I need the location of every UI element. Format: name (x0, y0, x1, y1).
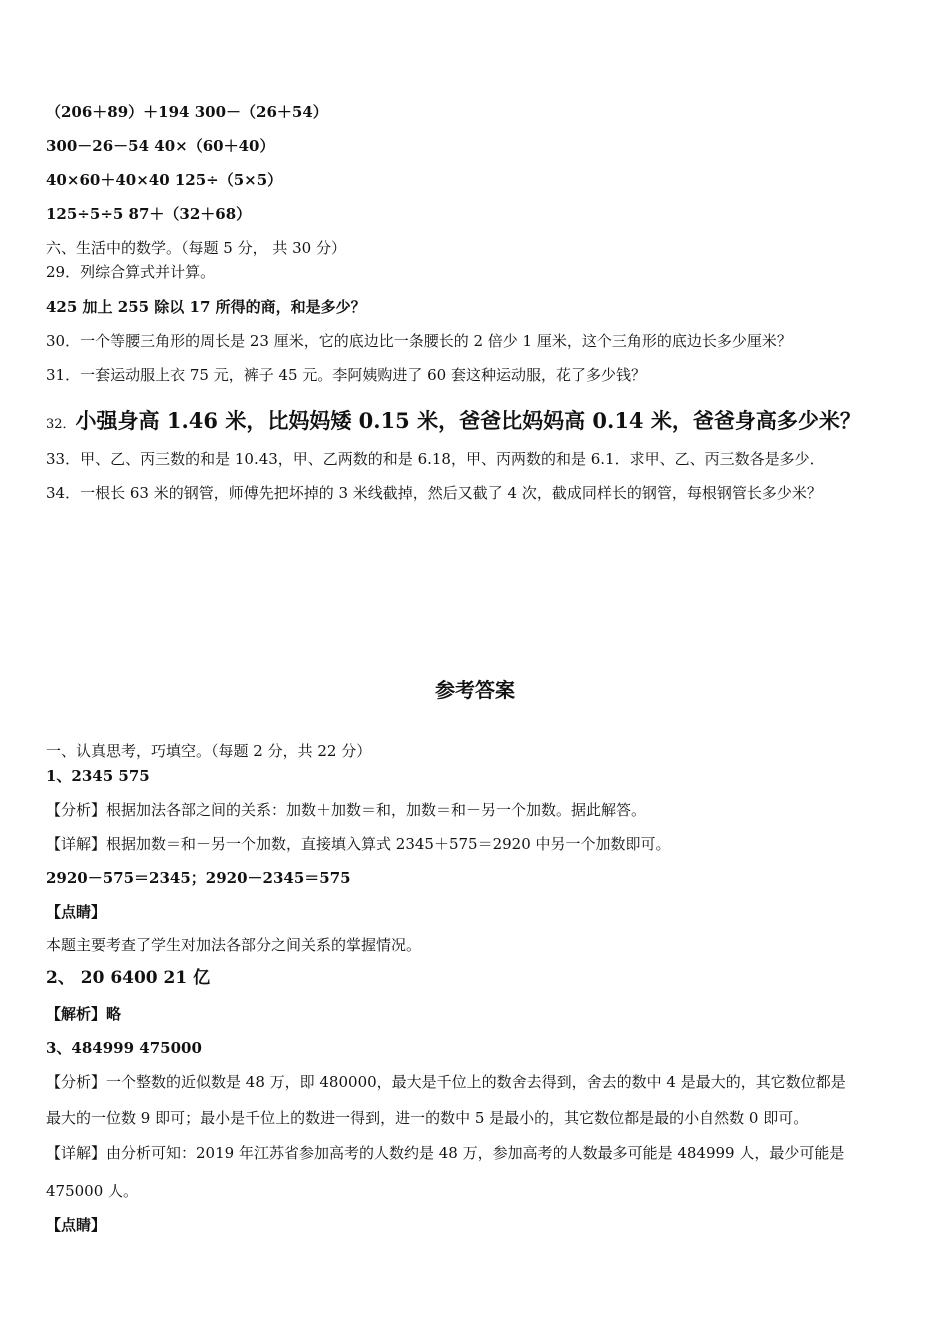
question-31: 31．一套运动服上衣 75 元，裤子 45 元。李阿姨购进了 60 套这种运动服，花了多少钱？ (46, 366, 646, 384)
answers-title: 参考答案 (435, 678, 515, 702)
answer-3-point: 【点睛】 (46, 1216, 107, 1234)
answer-1-summary: 本题主要考查了学生对加法各部分之间关系的掌握情况。 (46, 936, 422, 954)
answer-2: 2、 20 6400 21 亿 (46, 968, 211, 988)
answer-3: 3、484999 475000 (46, 1039, 202, 1057)
calc-line-3: 40×60＋40×40 125÷（5×5） (46, 171, 283, 189)
question-34: 34．一根长 63 米的钢管，师傅先把坏掉的 3 米线截掉，然后又截了 4 次，截成同样长的钢管，每根钢管长多少米？ (46, 484, 822, 502)
question-32-text: 小强身高 1.46 米，比妈妈矮 0.15 米，爸爸比妈妈高 0.14 米，爸爸身高多少米？ (75, 408, 861, 433)
question-29: 29．列综合算式并计算。 (46, 263, 216, 281)
calc-line-2: 300－26－54 40×（60＋40） (46, 137, 275, 155)
calc-line-1: （206＋89）＋194 300－（26＋54） (46, 103, 328, 121)
answer-1-point: 【点睛】 (46, 903, 107, 921)
question-32-number: 32． (46, 417, 76, 432)
answer-1-analysis: 【分析】根据加法各部之间的关系：加数＋加数＝和，加数＝和－另一个加数。据此解答。 (46, 801, 647, 819)
answer-3-analysis-line-2: 最大的一位数 9 即可；最小是千位上的数进一得到，进一的数中 5 是最小的，其它数位都是最的小自然数 0 即可。 (46, 1109, 809, 1127)
answer-2-analysis: 【解析】略 (46, 1005, 122, 1023)
calc-line-4: 125÷5÷5 87＋（32＋68） (46, 205, 252, 223)
question-30: 30．一个等腰三角形的周长是 23 厘米，它的底边比一条腰长的 2 倍少 1 厘米，这个三角形的底边长多少厘米？ (46, 332, 792, 350)
answer-1-detail: 【详解】根据加数＝和－另一个加数，直接填入算式 2345＋575＝2920 中另一个加数即可。 (46, 835, 671, 853)
question-29-body: 425 加上 255 除以 17 所得的商，和是多少？ (46, 298, 366, 316)
answer-3-detail-line-2: 475000 人。 (46, 1182, 139, 1200)
answer-3-detail-line-1: 【详解】由分析可知：2019 年江苏省参加高考的人数约是 48 万，参加高考的人数最多可能是 484999 人，最少可能是 (46, 1144, 845, 1162)
answers-section-1-title: 一、认真思考，巧填空。（每题 2 分，共 22 分） (46, 742, 372, 760)
section-6-title: 六、生活中的数学。（每题 5 分， 共 30 分） (46, 239, 346, 257)
question-33: 33．甲、乙、丙三数的和是 10.43，甲、乙两数的和是 6.18，甲、丙两数的和是 6.1．求甲、乙、丙三数各是多少． (46, 450, 825, 468)
question-32 (46, 408, 861, 438)
answer-3-analysis-line-1: 【分析】一个整数的近似数是 48 万，即 480000，最大是千位上的数舍去得到，舍去的数中 4 是最大的，其它数位都是 (46, 1073, 846, 1091)
answer-1-calc: 2920－575＝2345；2920－2345＝575 (46, 869, 351, 887)
answer-1: 1、2345 575 (46, 767, 150, 785)
